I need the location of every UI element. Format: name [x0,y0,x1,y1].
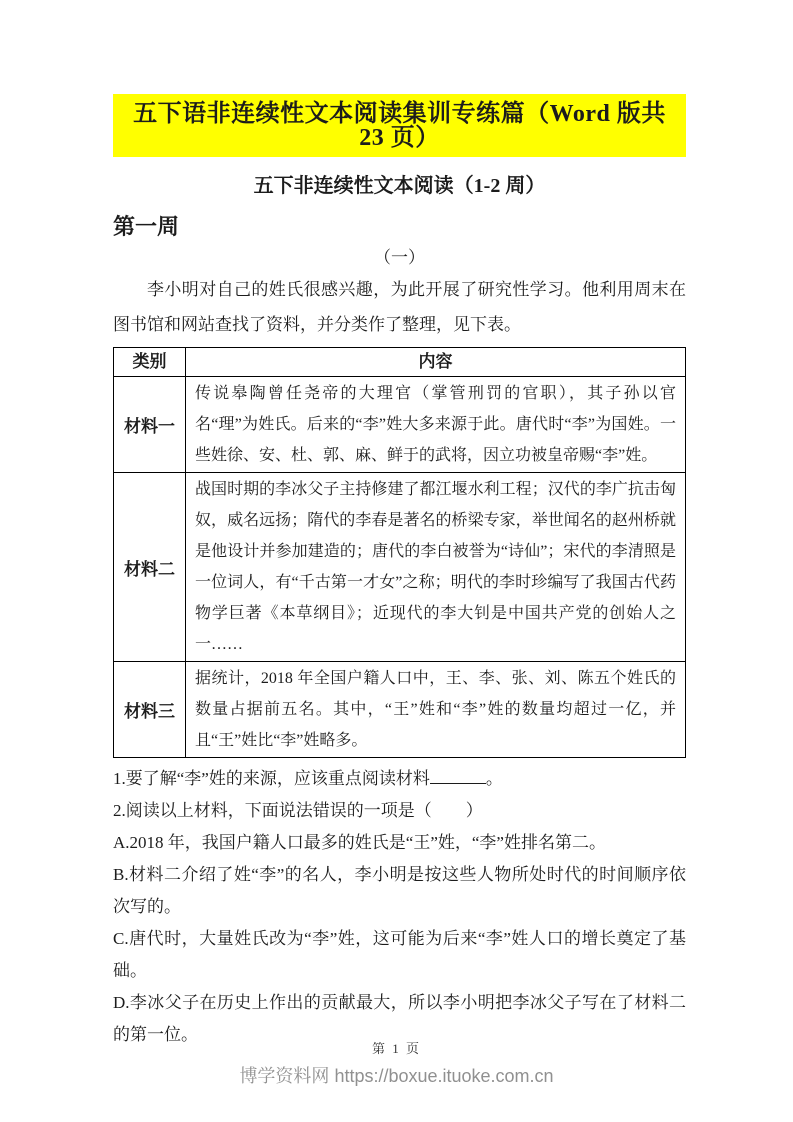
question-2: 2.阅读以上材料，下面说法错误的一项是（ ） [113,801,483,820]
materials-table [113,347,686,758]
answer-blank [430,769,486,784]
title-line [113,94,686,157]
question-1 [113,763,686,795]
table-row [114,473,686,662]
question-1-text: 1.要了解“李”姓的来源，应该重点阅读材料 [113,769,430,788]
section-heading: 第一周 [113,214,180,239]
material-2-content: 战国时期的李冰父子主持修建了都江堰水利工程；汉代的李广抗击匈奴，威名远扬；隋代的李春是著名的桥梁专家，举世闻名的赵州桥就是他设计并参加建造的；唐代的李白被誉为“诗仙”；宋代的李清照是一位词人，有“千古第一才女”之称；明代的李时珍编写了我国古代药物学巨著《本草纲目》；近现代的李大钊是中国共产党的创始人之一…… [186,473,686,662]
option-b: B.材料二介绍了姓“李”的名人，李小明是按这些人物所处时代的时间顺序依次写的。 [113,865,686,916]
option-c: C.唐代时，大量姓氏改为“李”姓，这可能为后来“李”姓人口的增长奠定了基础。 [113,929,686,980]
column-header-content: 内容 [186,348,686,377]
page-number: 第 1 页 [371,1041,421,1056]
material-1-content: 传说皋陶曾任尧帝的大理官（掌管刑罚的官职），其子孙以官名“理”为姓氏。后来的“李”姓大多来源于此。唐代时“李”为国姓。一些姓徐、安、杜、郭、麻、鲜于的武将，因立功被皇帝赐“李”姓。 [186,377,686,473]
option-a: A.2018 年，我国户籍人口最多的姓氏是“王”姓，“李”姓排名第二。 [113,833,606,852]
table-row [114,662,686,758]
intro-paragraph: 李小明对自己的姓氏很感兴趣，为此开展了研究性学习。他利用周末在图书馆和网站查找了资料，并分类作了整理，见下表。 [113,280,686,334]
option-d: D.李冰父子在历史上作出的贡献最大，所以李小明把李冰父子写在了材料二的第一位。 [113,993,686,1044]
material-3-content: 据统计，2018 年全国户籍人口中，王、李、张、刘、陈五个姓氏的数量占据前五名。其中，“王”姓和“李”姓的数量均超过一亿，并且“王”姓比“李”姓略多。 [186,662,686,758]
exercise-number: （一） [374,248,425,267]
material-1-label: 材料一 [114,377,186,473]
material-2-label: 材料二 [114,473,186,662]
table-header-row [114,348,686,377]
document-content [113,0,686,1051]
footer-site-watermark: 博学资料网 https://boxue.ituoke.com.cn [239,1066,554,1086]
page-title: 五下语非连续性文本阅读集训专练篇（Word 版共 23 页） [113,94,686,157]
column-header-category: 类别 [114,348,186,377]
question-1-period: 。 [485,769,503,788]
table-row [114,377,686,473]
material-3-label: 材料三 [114,662,186,758]
questions-section [113,763,686,1051]
page-subtitle: 五下非连续性文本阅读（1-2 周） [253,175,546,197]
